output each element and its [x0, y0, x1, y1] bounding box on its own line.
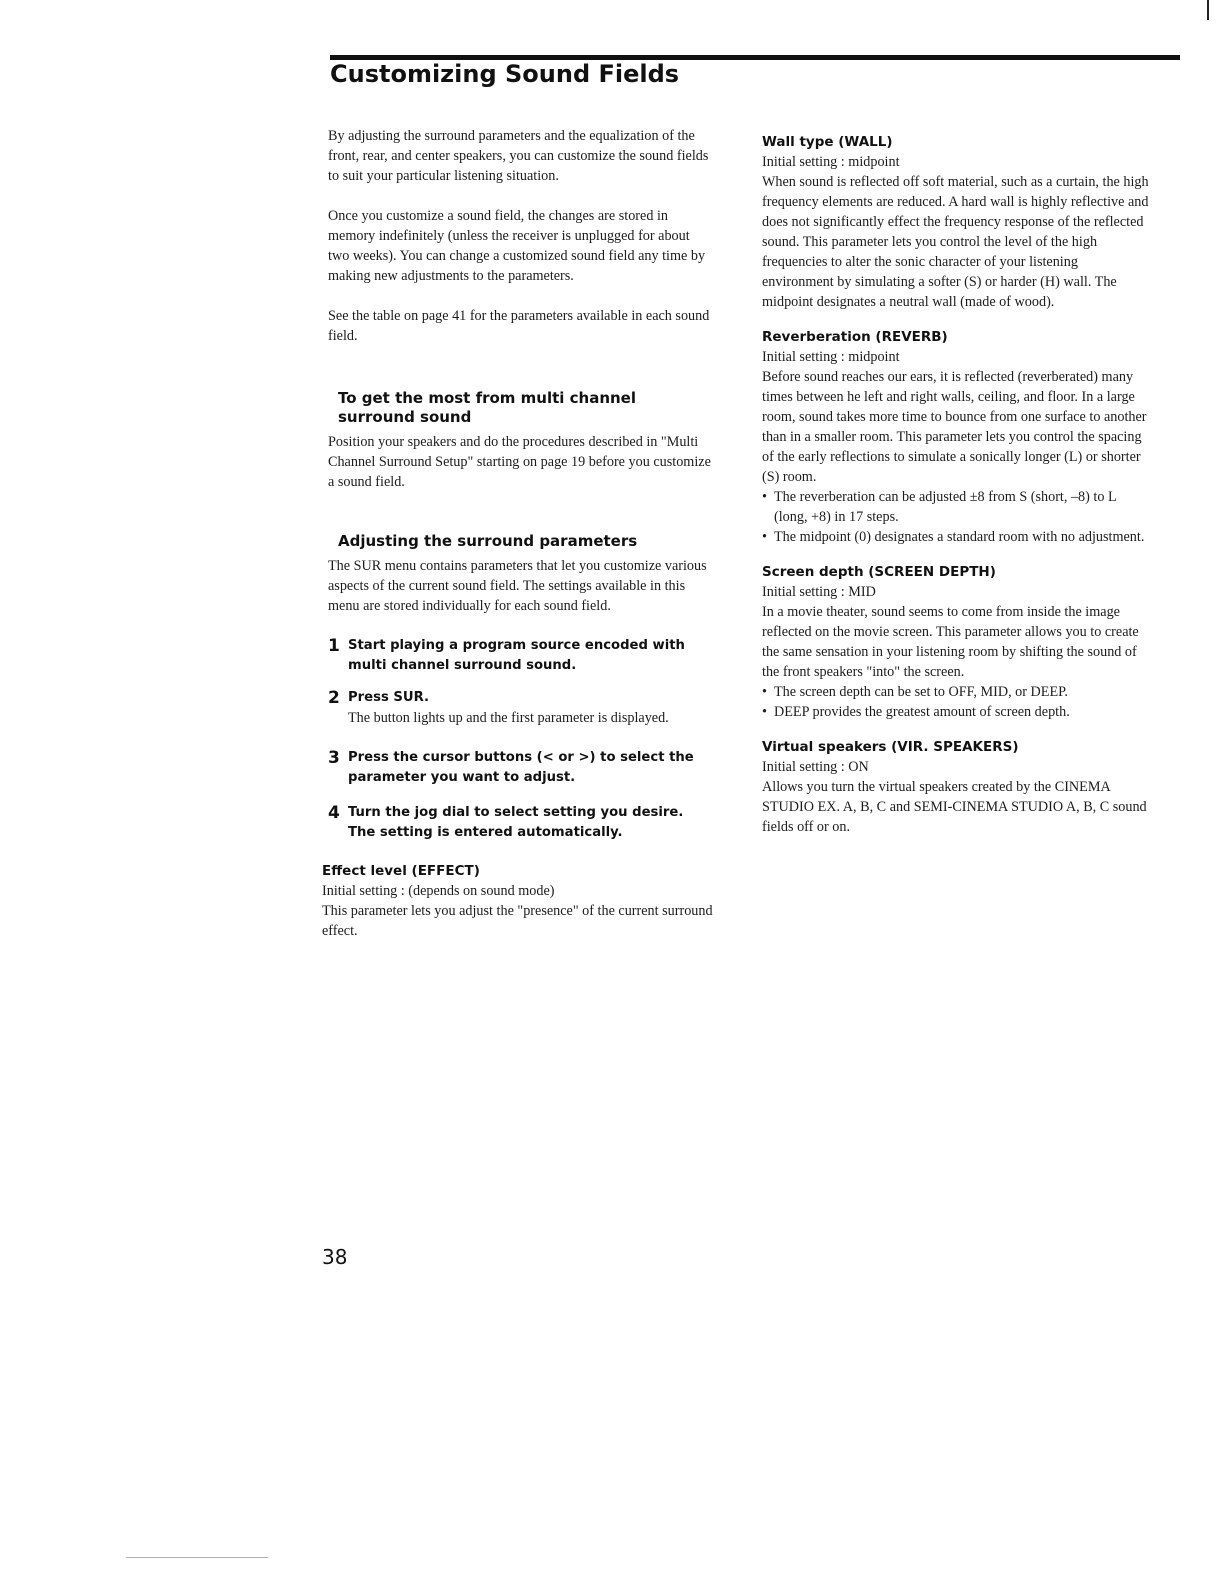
- step-instruction: Turn the jog dial to select setting you desire. The setting is entered automatically.: [348, 805, 684, 840]
- section-heading-multichannel: To get the most from multi channel surround sound: [338, 389, 637, 426]
- step-4: [328, 803, 713, 843]
- wall-type-heading: Wall type (WALL): [762, 134, 893, 150]
- wall-type-initial: Initial setting : midpoint: [762, 154, 900, 170]
- step-1: [328, 636, 713, 676]
- edge-mark: [1207, 0, 1209, 20]
- right-column: [762, 126, 1152, 837]
- section-text-surround-parameters: The SUR menu contains parameters that let you customize various aspects of the current sound field. The settings available in this menu are stored individually for each sound field.: [328, 558, 707, 614]
- step-instruction: Press SUR.: [348, 690, 430, 705]
- section-text-multichannel: Position your speakers and do the procedures described in "Multi Channel Surround Setup" starting on page 19 before you customize a sound field.: [328, 434, 711, 490]
- list-item: • The reverberation can be adjusted ±8 from S (short, –8) to L (long, +8) in 17 steps.: [762, 487, 1152, 527]
- reverberation-initial: Initial setting : midpoint: [762, 349, 900, 365]
- effect-level-heading: Effect level (EFFECT): [322, 863, 480, 879]
- reverberation-notes: [762, 487, 1152, 547]
- reverberation-text: Before sound reaches our ears, it is reflected (reverberated) many times between he left and right walls, ceiling, and floor. In a large room, sound takes more time to bounce from one surface to another than in a smaller room. This parameter lets you control the spacing of the early reflections to simulate a sonically longer (L) or shorter (S) room.: [762, 369, 1147, 485]
- step-3: [328, 748, 713, 788]
- bottom-rule: [126, 1557, 268, 1558]
- intro-paragraph-1: By adjusting the surround parameters and the equalization of the front, rear, and center speakers, you can customize the sound fields to suit your particular listening situation.: [328, 128, 709, 184]
- intro-paragraph-3: See the table on page 41 for the parameters available in each sound field.: [328, 308, 710, 344]
- effect-level-text: This parameter lets you adjust the "presence" of the current surround effect.: [322, 903, 713, 939]
- step-number: 2: [328, 688, 340, 708]
- step-2: [328, 688, 713, 728]
- screen-depth-initial: Initial setting : MID: [762, 584, 876, 600]
- intro-paragraph-2: Once you customize a sound field, the changes are stored in memory indefinitely (unless the receiver is unplugged for about two weeks). You can change a customized sound field any time by making new adjustments to the parameters.: [328, 208, 706, 284]
- screen-depth-heading: Screen depth (SCREEN DEPTH): [762, 564, 996, 580]
- virtual-speakers-heading: Virtual speakers (VIR. SPEAKERS): [762, 739, 1019, 755]
- step-number: 3: [328, 748, 340, 768]
- left-column: [322, 126, 713, 941]
- screen-depth-text: In a movie theater, sound seems to come from inside the image reflected on the movie screen. This parameter allows you to create the same sensation in your listening room by shifting the sound of the front speakers "into" the screen.: [762, 604, 1139, 680]
- list-item: • The midpoint (0) designates a standard room with no adjustment.: [762, 527, 1152, 547]
- step-instruction: Press the cursor buttons (< or >) to select the parameter you want to adjust.: [348, 750, 694, 785]
- screen-depth-notes: [762, 682, 1152, 722]
- effect-level-initial: Initial setting : (depends on sound mode): [322, 883, 555, 899]
- page-title: Customizing Sound Fields: [330, 60, 680, 88]
- step-number: 4: [328, 803, 340, 823]
- list-item: • DEEP provides the greatest amount of screen depth.: [762, 702, 1152, 722]
- virtual-speakers-text: Allows you turn the virtual speakers created by the CINEMA STUDIO EX. A, B, C and SEMI-CINEMA STUDIO A, B, C sound fields off or on.: [762, 779, 1147, 835]
- step-detail: The button lights up and the first parameter is displayed.: [348, 710, 669, 726]
- reverberation-heading: Reverberation (REVERB): [762, 329, 948, 345]
- wall-type-text: When sound is reflected off soft material, such as a curtain, the high frequency elements are reduced. A hard wall is highly reflective and does not significantly effect the frequency response of the reflected sound. This parameter lets you control the level of the high frequencies to alter the sonic character of your listening environment by simulating a softer (S) or harder (H) wall. The midpoint designates a neutral wall (made of wood).: [762, 174, 1149, 310]
- page-number: 38: [322, 1245, 348, 1269]
- list-item: • The screen depth can be set to OFF, MID, or DEEP.: [762, 682, 1152, 702]
- section-heading-surround-parameters: Adjusting the surround parameters: [338, 532, 638, 550]
- step-number: 1: [328, 636, 340, 656]
- virtual-speakers-initial: Initial setting : ON: [762, 759, 869, 775]
- step-instruction: Start playing a program source encoded with multi channel surround sound.: [348, 638, 685, 673]
